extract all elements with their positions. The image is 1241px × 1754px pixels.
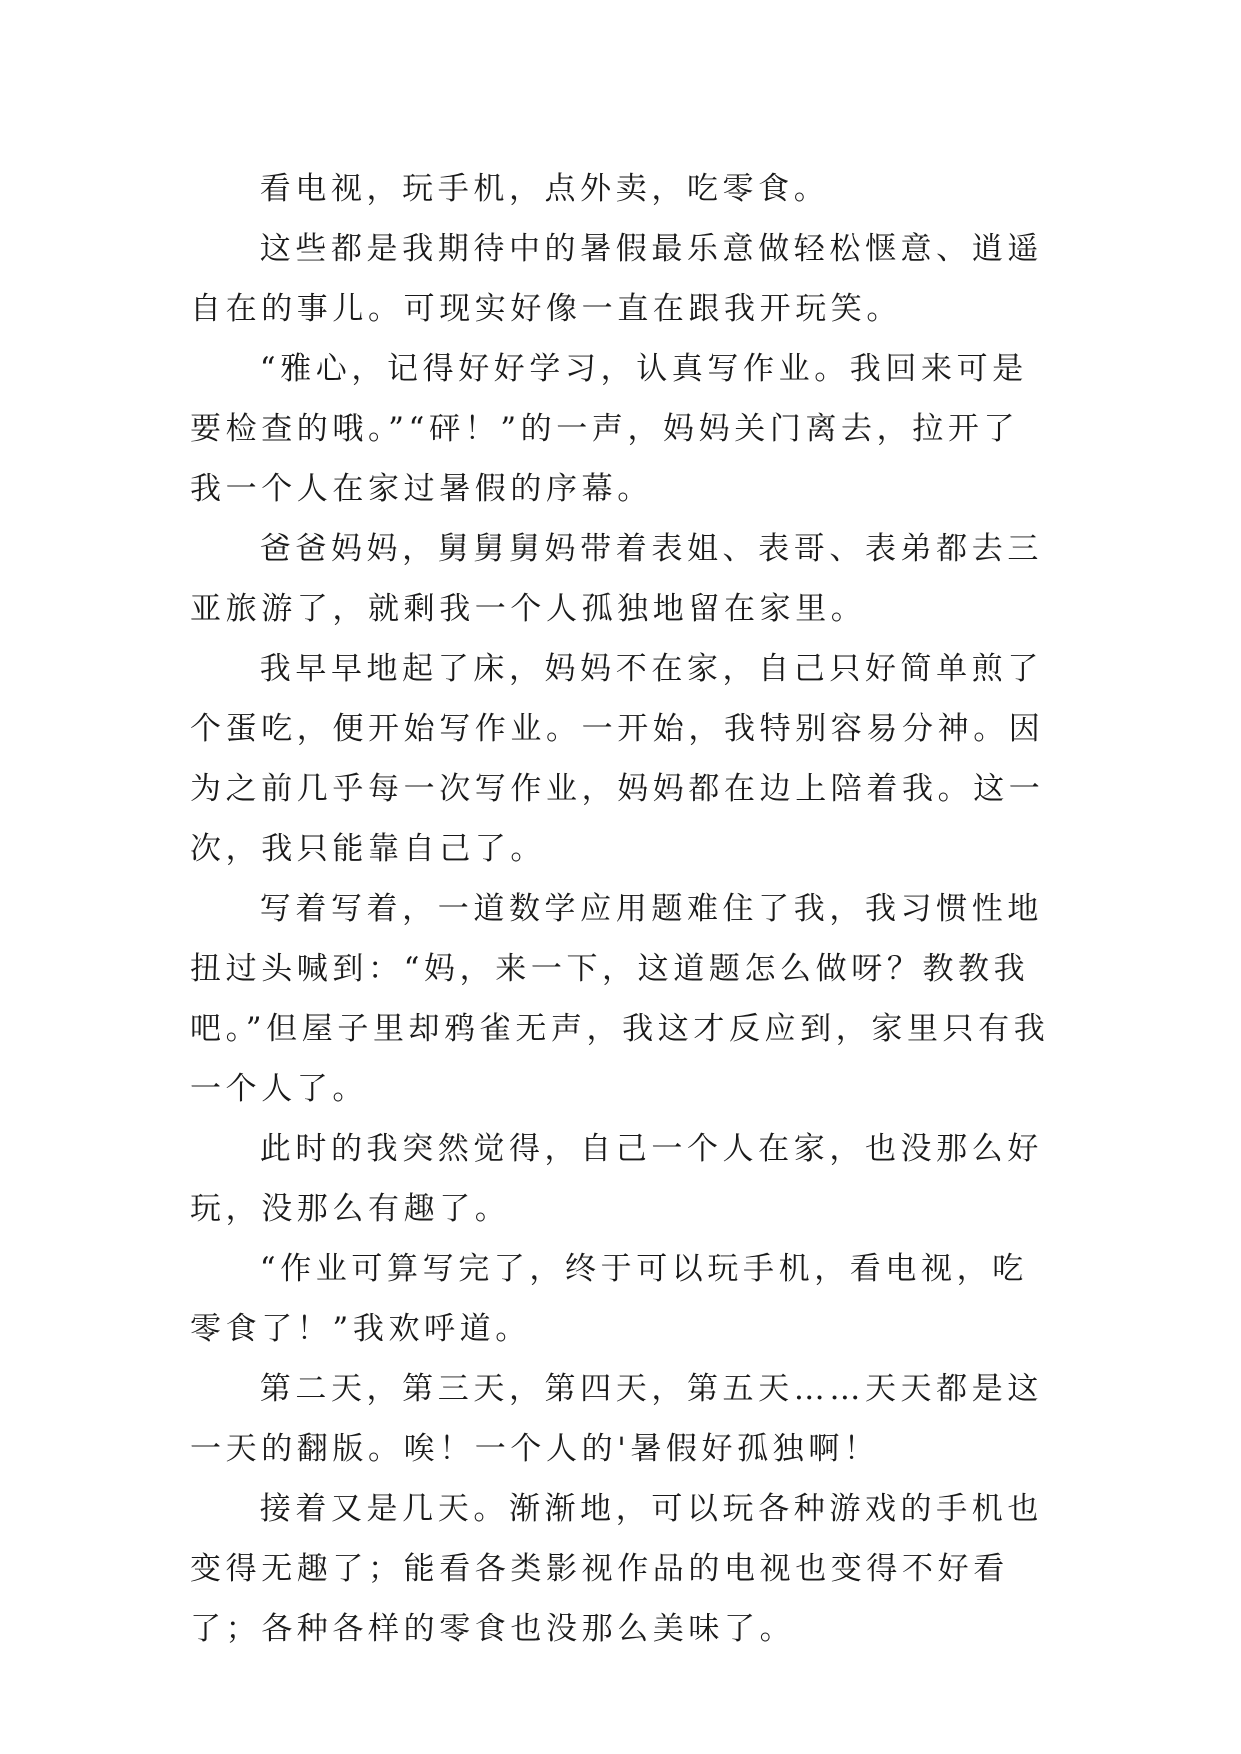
paragraph-9: 第二天，第三天，第四天，第五天……天天都是这一天的翻版。唉！一个人的'暑假好孤独啊！ [190, 1371, 1043, 1467]
paragraph-2: 这些都是我期待中的暑假最乐意做轻松惬意、逍遥自在的事儿。可现实好像一直在跟我开玩笑。 [190, 231, 1043, 327]
paragraph-10: 接着又是几天。渐渐地，可以玩各种游戏的手机也变得无趣了；能看各类影视作品的电视也变得不好看了；各种各样的零食也没那么美味了。 [190, 1491, 1043, 1647]
paragraph-3: “雅心，记得好好学习，认真写作业。我回来可是要检查的哦。”“砰！”的一声，妈妈关门离去，拉开了我一个人在家过暑假的序幕。 [190, 351, 1028, 507]
paragraph-5: 我早早地起了床，妈妈不在家，自己只好简单煎了个蛋吃，便开始写作业。一开始，我特别容易分神。因为之前几乎每一次写作业，妈妈都在边上陪着我。这一次，我只能靠自己了。 [190, 651, 1045, 867]
paragraph-7: 此时的我突然觉得，自己一个人在家，也没那么好玩，没那么有趣了。 [190, 1131, 1043, 1227]
paragraph-6: 写着写着，一道数学应用题难住了我，我习惯性地扭过头喊到：“妈，来一下，这道题怎么做呀？教教我吧。”但屋子里却鸦雀无声，我这才反应到，家里只有我一个人了。 [190, 891, 1050, 1107]
paragraph-1: 看电视，玩手机，点外卖，吃零食。 [259, 171, 830, 207]
article-body [190, 159, 1050, 1659]
paragraph-4: 爸爸妈妈，舅舅舅妈带着表姐、表哥、表弟都去三亚旅游了，就剩我一个人孤独地留在家里。 [190, 531, 1043, 627]
paragraph-8: “作业可算写完了，终于可以玩手机，看电视，吃零食了！”我欢呼道。 [190, 1251, 1028, 1347]
